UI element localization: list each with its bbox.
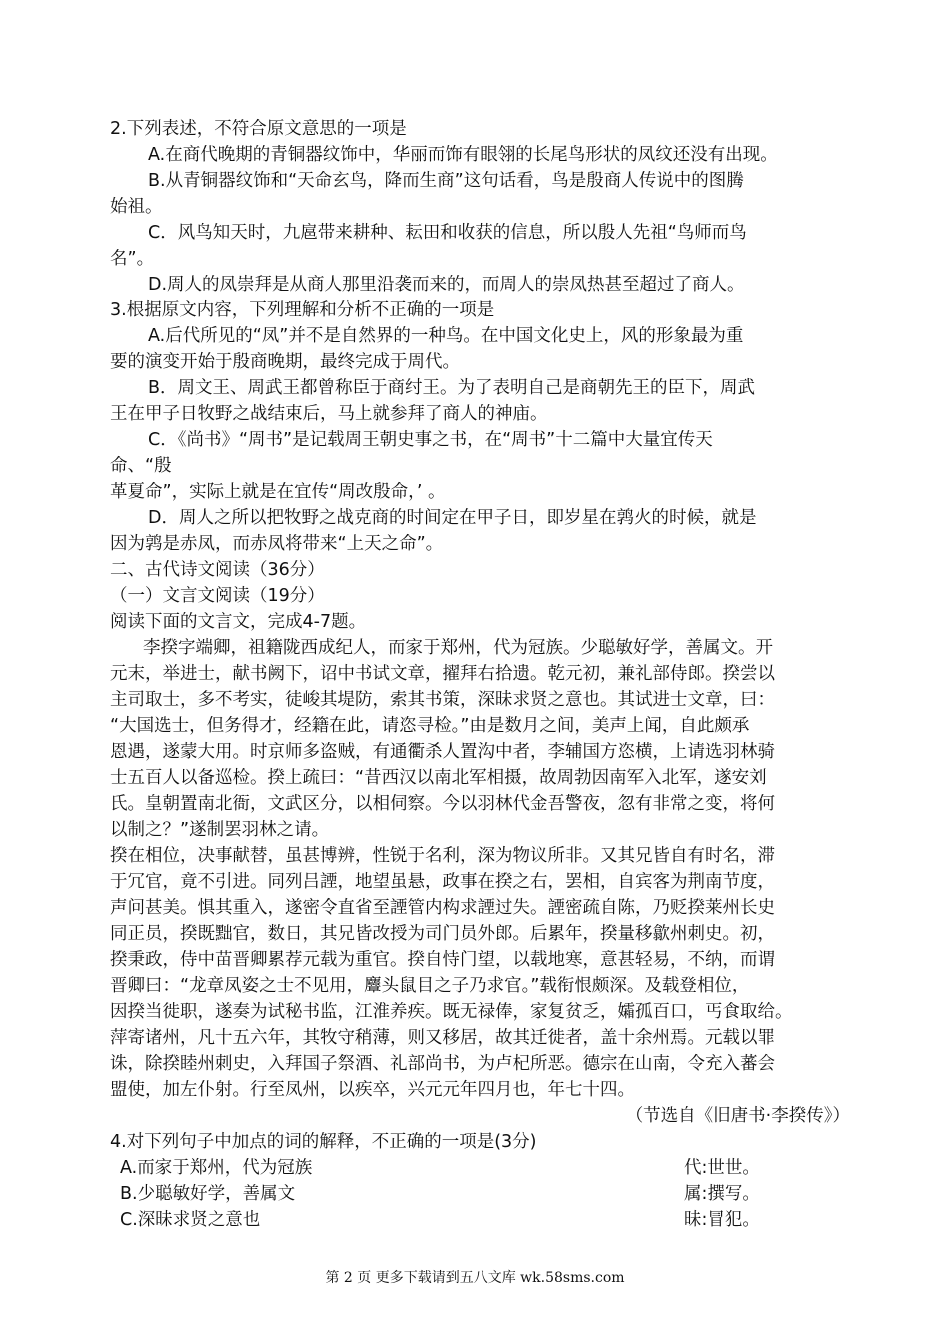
q4-option-a-sentence: A.而家于郑州，代为冠族 xyxy=(120,1158,313,1178)
passage-line: 士五百人以备巡检。揆上疏曰：“昔西汉以南北军相摄，故周勃因南军入北军，遂安刘 xyxy=(110,768,767,788)
q3-option-c-line1: C．《尚书》“周书”是记载周王朝史事之书，在“周书”十二篇中大量宜传天 xyxy=(148,430,713,450)
passage-line: 同正员，揆既黜官，数日，其兄皆改授为司门员外郎。后累年，揆量移歙州刺史。初， xyxy=(110,924,775,944)
reading-instruction: 阅读下面的文言文，完成4-7题。 xyxy=(110,612,367,632)
q4-option-c-gloss: 昧:冒犯。 xyxy=(684,1210,760,1230)
q2-option-c-line1: C．风鸟知天时，九扈带来耕种、耘田和收获的信息，所以殷人先祖“鸟师而鸟 xyxy=(148,223,747,243)
passage-line: 以制之？”遂制罢羽林之请。 xyxy=(110,820,330,840)
q3-option-b-line1: B．周文王、周武王都曾称臣于商纣王。为了表明自己是商朝先王的臣下，周武 xyxy=(148,378,756,398)
q4-option-c-sentence: C.深昧求贤之意也 xyxy=(120,1210,261,1230)
passage-source: （节选自《旧唐书·李揆传》） xyxy=(625,1106,850,1126)
passage-line: 晋卿曰：“龙章凤姿之士不见用，麞头鼠目之子乃求官。”载衔恨颇深。及载登相位， xyxy=(110,976,750,996)
passage-line: 揆秉政，侍中苗晋卿累荐元载为重官。揆自恃门望，以载地寒，意甚轻易，不纳，而谓 xyxy=(110,950,775,970)
passage-line: 萍寄诸州，凡十五六年，其牧守稍薄，则又移居，故其迁徙者，盖十余州焉。元载以罪 xyxy=(110,1028,775,1048)
q3-option-c-line3: 革夏命”，实际上就是在宜传“周改殷命，’ 。 xyxy=(110,482,446,502)
passage-line: 恩遇，遂蒙大用。时京师多盗贼，有通衢杀人置沟中者，李辅国方恣横，上请选羽林骑 xyxy=(110,742,775,762)
q3-option-a-line1: A.后代所见的“凤”并不是自然界的一种鸟。在中国文化史上，风的形象最为重 xyxy=(148,326,744,346)
q2-stem: 2.下列表述，不符合原文意思的一项是 xyxy=(110,119,407,139)
q3-stem: 3.根据原文内容，下列理解和分析不正确的一项是 xyxy=(110,300,495,320)
subsection-title: （一）文言文阅读（19分） xyxy=(110,586,325,606)
q4-option-b-gloss: 属:撰写。 xyxy=(684,1184,760,1204)
passage-line: 主司取士，多不考实，徒峻其堤防，索其书策，深昧求贤之意也。其试进士文章，曰： xyxy=(110,690,775,710)
q2-option-b-line1: B.从青铜器纹饰和“天命玄鸟，降而生商”这句话看，鸟是殷商人传说中的图腾 xyxy=(148,171,744,191)
q3-option-d-line2: 因为鹑是赤凤，而赤凤将带来“上天之命”。 xyxy=(110,534,444,554)
q2-option-d: D.周人的凤崇拜是从商人那里沿袭而来的，而周人的崇凤热甚至超过了商人。 xyxy=(148,275,745,295)
passage-line: 氏。皇朝置南北衙，文武区分，以相伺察。今以羽林代金吾警夜，忽有非常之变，将何 xyxy=(110,794,775,814)
q2-option-c-line2: 名”。 xyxy=(110,249,155,269)
passage-line: 声问甚美。惧其重入，遂密令直省至諲管内构求諲过失。諲密疏自陈，乃贬揆莱州长史 xyxy=(110,898,775,918)
q3-option-b-line2: 王在甲子日牧野之战结束后，马上就参拜了商人的神庙。 xyxy=(110,404,548,424)
passage-line: 因揆当徙职，遂奏为试秘书监，江淮养疾。既无禄俸，家复贫乏，孀孤百口，丐食取给。 xyxy=(110,1002,793,1022)
passage-line: 元末，举进士，献书阙下，诏中书试文章，擢拜右拾遗。乾元初，兼礼部侍郎。揆尝以 xyxy=(110,664,775,684)
q4-option-a-gloss: 代:世世。 xyxy=(684,1158,760,1178)
q2-option-a: A.在商代晚期的青铜器纹饰中，华丽而饰有眼翎的长尾鸟形状的凤纹还没有出现。 xyxy=(148,145,778,165)
passage-line: “大国选士，但务得才，经籍在此，请恣寻检。”由是数月之间，美声上闻，自此颇承 xyxy=(110,716,750,736)
q3-option-c-line2: 命、“殷 xyxy=(110,456,172,476)
page-footer: 第 2 页 更多下载请到五八文库 wk.58sms.com xyxy=(325,1270,625,1286)
q3-option-a-line2: 要的演变开始于殷商晚期，最终完成于周代。 xyxy=(110,352,460,372)
q4-option-b-sentence: B.少聪敏好学，善属文 xyxy=(120,1184,296,1204)
q2-option-b-line2: 始祖。 xyxy=(110,197,163,217)
passage-line: 于冗官，竟不引进。同列吕諲，地望虽悬，政事在揆之右，罢相，自宾客为荆南节度， xyxy=(110,872,775,892)
passage-line: 盟使，加左仆射。行至凤州，以疾卒，兴元元年四月也，年七十四。 xyxy=(110,1080,635,1100)
section-title: 二、古代诗文阅读（36分） xyxy=(110,560,325,580)
passage-line: 揆在相位，决事献替，虽甚博辨，性锐于名利，深为物议所非。又其兄皆自有时名，滞 xyxy=(110,846,775,866)
passage-line: 诛，除揆睦州刺史，入拜国子祭酒、礼部尚书，为卢杞所恶。德宗在山南，令充入蕃会 xyxy=(110,1054,775,1074)
passage-line: 李揆字端卿，祖籍陇西成纪人，而家于郑州，代为冠族。少聪敏好学，善属文。开 xyxy=(143,638,773,658)
q3-option-d-line1: D．周人之所以把牧野之战克商的时间定在甲子日，即岁星在鹑火的时候，就是 xyxy=(148,508,757,528)
q4-stem: 4.对下列句子中加点的词的解释，不正确的一项是(3分) xyxy=(110,1132,537,1152)
